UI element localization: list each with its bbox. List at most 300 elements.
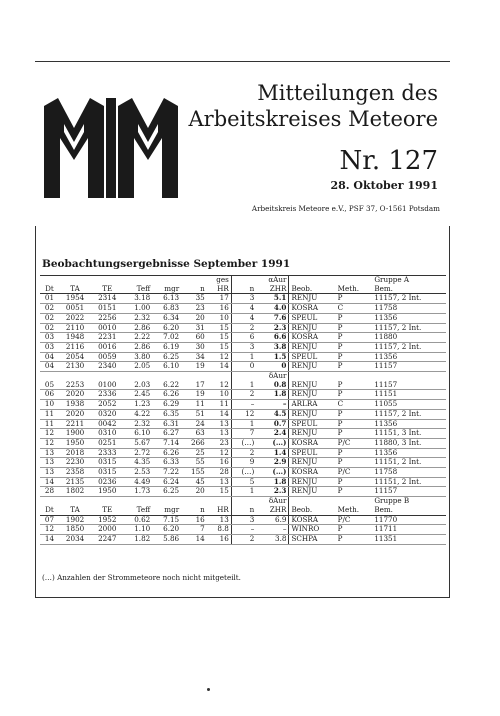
table-cell: 5.86 [152,534,181,544]
table-cell: P [336,323,373,333]
top-rule [35,61,450,62]
table-cell: 0059 [91,352,123,362]
table-cell: 23 [207,438,232,448]
table-cell: 25 [181,448,207,458]
table-cell: n [181,285,207,294]
table-cell: 11151, 3 Int. [372,429,446,439]
table-cell: 13 [207,515,232,525]
table-cell: 2.53 [123,468,152,478]
table-cell: 2020 [59,409,91,419]
table-cell: mgr [152,506,181,515]
table-cell: 2340 [91,362,123,372]
table-cell: 6 [231,333,256,343]
table-cell: 1954 [59,294,91,304]
table-cell: 7 [181,525,207,535]
table-cell: P [336,458,373,468]
table-cell: ges [207,276,232,285]
table-cell: Bem. [372,285,446,294]
table-cell: 11356 [372,448,446,458]
table-cell: HR [207,506,232,515]
table-cell: 20 [181,487,207,497]
table-cell: 2110 [59,323,91,333]
table-cell: 0251 [91,438,123,448]
table-cell: 10 [40,400,59,410]
table-cell: (…) [231,438,256,448]
table-cell: 2.03 [123,381,152,390]
table-cell: 6.35 [152,409,181,419]
table-cell: 6.27 [152,429,181,439]
table-cell: 7.02 [152,333,181,343]
table-cell: (…) [256,438,289,448]
table-cell: 07 [40,515,59,525]
footnote: (…) Anzahlen der Strommeteore noch nicht mitgeteilt. [42,573,241,582]
table-cell: 55 [181,458,207,468]
table-cell: 2 [231,534,256,544]
table-cell: 2.32 [123,419,152,429]
table-cell: 11711 [372,525,446,535]
table-cell: Meth. [336,285,373,294]
table-cell: 31 [181,323,207,333]
table-cell: 05 [40,381,59,390]
table-cell: 12 [207,448,232,458]
masthead-title [180,80,438,132]
table-cell: 6.31 [152,419,181,429]
table-cell: 51 [181,409,207,419]
table-cell: 11356 [372,352,446,362]
table-cell: P/C [336,515,373,525]
table-cell: 0042 [91,419,123,429]
table-cell: 2 [231,448,256,458]
table-cell: 2.86 [123,342,152,352]
table-cell: 12 [207,381,232,390]
table-cell: 15 [207,333,232,343]
table-cell: 13 [207,429,232,439]
table-cell: RENJU [289,477,336,487]
table-cell: P [336,525,373,535]
results-table-container [40,275,446,545]
table-row [40,534,446,544]
table-cell: 11157 [372,362,446,372]
table-cell: RENJU [289,342,336,352]
table-cell: RENJU [289,381,336,390]
table-cell: C [336,400,373,410]
table-cell: KOSRA [289,468,336,478]
table-cell: 6.83 [152,304,181,314]
table-cell: 11 [40,409,59,419]
table-cell: 15 [207,323,232,333]
table-cell: 12 [40,429,59,439]
table-cell: HR [207,285,232,294]
table-cell: 6.25 [152,487,181,497]
issue-date: 28. Oktober 1991 [330,179,438,192]
table-cell: 03 [40,342,59,352]
table-cell: 2336 [91,390,123,400]
table-cell: 0100 [91,381,123,390]
table-cell: 1.5 [256,352,289,362]
table-row [40,429,446,439]
table-cell: 6.26 [152,448,181,458]
table-cell: 12 [207,352,232,362]
table-cell: 0.8 [256,381,289,390]
table-cell: 0.62 [123,515,152,525]
table-cell: P [336,390,373,400]
table-cell: 2314 [91,294,123,304]
table-cell: 8.8 [207,525,232,535]
table-cell: 0010 [91,323,123,333]
table-cell: 1950 [59,438,91,448]
table-cell: KOSRA [289,304,336,314]
table-cell: (…) [256,468,289,478]
table-cell: RENJU [289,390,336,400]
table-cell: 6.25 [152,352,181,362]
table-cell: 12 [40,438,59,448]
table-cell: 04 [40,362,59,372]
table-cell: 7.15 [152,515,181,525]
table-cell: 3 [231,342,256,352]
table-cell: TA [59,285,91,294]
table-cell: 6.10 [123,429,152,439]
table-cell: 02 [40,304,59,314]
table-cell: 3.8 [256,534,289,544]
table-cell: 15 [207,342,232,352]
table-cell: 0320 [91,409,123,419]
table-cell: 2.86 [123,323,152,333]
table-cell: 28 [207,468,232,478]
table-cell: 4 [231,313,256,323]
table-cell: 0315 [91,468,123,478]
table-cell: 11880, 3 Int. [372,438,446,448]
table-cell: 06 [40,390,59,400]
table-cell: 2.3 [256,487,289,497]
table-cell: P [336,448,373,458]
table-cell: 4.22 [123,409,152,419]
table-cell: 6.9 [256,515,289,525]
table-cell: 03 [40,333,59,343]
table-cell: P [336,333,373,343]
table-cell: n [181,506,207,515]
table-cell: 11157 [372,487,446,497]
table-cell: 2.45 [123,390,152,400]
table-row [40,400,446,410]
table-cell: WINRO [289,525,336,535]
table-cell: Beob. [289,506,336,515]
table-cell: KOSRA [289,515,336,525]
table-cell: Beob. [289,285,336,294]
table-cell: 16 [207,534,232,544]
table-cell: 34 [181,352,207,362]
table-cell: RENJU [289,362,336,372]
table-cell: 2 [231,390,256,400]
table-cell: 2.22 [123,333,152,343]
table-cell: 6.22 [152,381,181,390]
table-cell: Meth. [336,506,373,515]
table-cell: TA [59,506,91,515]
table-cell: 0236 [91,477,123,487]
table-cell: TE [91,506,123,515]
table-cell: 1.82 [123,534,152,544]
table-cell: P [336,419,373,429]
table-cell: 14 [207,362,232,372]
table-cell: 4.0 [256,304,289,314]
table-cell: 10 [207,313,232,323]
table-cell: 14 [40,477,59,487]
table-cell: – [231,525,256,535]
table-cell: 6.6 [256,333,289,343]
table-cell: 0315 [91,458,123,468]
table-cell: 1.8 [256,477,289,487]
table-cell: 6.20 [152,323,181,333]
table-cell: P [336,381,373,390]
table-cell: 11770 [372,515,446,525]
table-cell: 1902 [59,515,91,525]
table-cell: SPEUL [289,419,336,429]
table-cell: 14 [181,534,207,544]
table-cell: 1 [231,419,256,429]
table-row [40,438,446,448]
table-cell: 3 [231,515,256,525]
table-row [40,362,446,372]
table-cell: (…) [231,468,256,478]
table-cell: 60 [181,333,207,343]
table-cell: Gruppe A [372,276,446,285]
table-cell: P [336,409,373,419]
table-cell: RENJU [289,323,336,333]
table-cell: 11356 [372,313,446,323]
table-cell: Teff [123,506,152,515]
table-cell: 6.19 [152,342,181,352]
table-cell: 01 [40,294,59,304]
table-cell: 11356 [372,419,446,429]
table-cell: 2116 [59,342,91,352]
table-cell: 6.20 [152,525,181,535]
table-cell: 13 [40,468,59,478]
results-table [40,275,446,545]
table-cell: 0051 [59,304,91,314]
table-cell: 6.26 [152,390,181,400]
table-cell: SPEUL [289,448,336,458]
table-cell: 3.18 [123,294,152,304]
table-cell: SPEUL [289,352,336,362]
table-row [40,342,446,352]
table-cell: 1.8 [256,390,289,400]
table-cell: RENJU [289,294,336,304]
table-cell: 266 [181,438,207,448]
table-cell: 6.34 [152,313,181,323]
table-cell: P [336,362,373,372]
table-cell: 2022 [59,313,91,323]
table-cell: 2052 [91,400,123,410]
table-cell: 7.14 [152,438,181,448]
table-cell: 16 [207,458,232,468]
table-cell: 02 [40,313,59,323]
table-cell: 5 [231,477,256,487]
table-row [40,333,446,343]
table-cell: 2247 [91,534,123,544]
table-cell: 1.73 [123,487,152,497]
table-cell: TE [91,285,123,294]
table-cell: 1938 [59,400,91,410]
table-cell: 12 [40,525,59,535]
table-cell: 1950 [91,487,123,497]
table-cell: 11157, 2 Int. [372,294,446,304]
table-cell: 10 [207,390,232,400]
table-cell: 2.05 [123,362,152,372]
table-cell: 19 [181,390,207,400]
table-cell: 2.4 [256,429,289,439]
table-cell: 11055 [372,400,446,410]
table-cell: 7 [231,429,256,439]
table-cell: 1 [231,487,256,497]
table-cell: 5.67 [123,438,152,448]
table-row [40,468,446,478]
table-cell: 2.9 [256,458,289,468]
table-cell: 1948 [59,333,91,343]
table-cell: 0310 [91,429,123,439]
table-cell: Dt [40,506,59,515]
table-cell: 11758 [372,468,446,478]
table-cell: αAur [256,276,289,285]
table-cell: 2256 [91,313,123,323]
table-cell: RENJU [289,458,336,468]
table-cell: P [336,534,373,544]
table-cell: 45 [181,477,207,487]
table-cell: 4.49 [123,477,152,487]
page-mark [207,688,210,691]
table-cell: 16 [207,304,232,314]
table-cell: 5.1 [256,294,289,304]
table-cell: 1850 [59,525,91,535]
table-cell: 16 [181,515,207,525]
table-cell: 2.32 [123,313,152,323]
table-cell: 3 [231,294,256,304]
table-cell: 1.4 [256,448,289,458]
table-cell: 2.72 [123,448,152,458]
table-cell: 0.7 [256,419,289,429]
table-cell: 2.3 [256,323,289,333]
table-cell: Gruppe B [372,497,446,506]
table-cell: 0151 [91,304,123,314]
table-cell: 11351 [372,534,446,544]
table-cell: P [336,294,373,304]
table-cell: 11 [207,400,232,410]
table-cell: 6.24 [152,477,181,487]
table-cell: 13 [207,477,232,487]
table-cell: 1.23 [123,400,152,410]
table-cell: ZHR [256,506,289,515]
table-cell: 4.5 [256,409,289,419]
table-cell: n [231,285,256,294]
table-cell: n [231,506,256,515]
table-cell: KOSRA [289,438,336,448]
amm-logo-icon [44,98,178,198]
table-cell: 0 [256,362,289,372]
table-cell: P [336,429,373,439]
table-cell: ARLRA [289,400,336,410]
table-cell: 24 [181,419,207,429]
table-cell: 7.22 [152,468,181,478]
table-cell: 1900 [59,429,91,439]
table-cell: 11157 [372,381,446,390]
table-cell: Teff [123,285,152,294]
table-cell: – [231,400,256,410]
table-cell: 1.10 [123,525,152,535]
table-cell: 11151, 2 Int. [372,458,446,468]
table-cell: Dt [40,285,59,294]
table-cell: 1.00 [123,304,152,314]
table-cell: 2333 [91,448,123,458]
table-cell: 13 [40,458,59,468]
table-cell: 17 [181,381,207,390]
table-cell: 2054 [59,352,91,362]
table-cell: 2230 [59,458,91,468]
table-cell: SCHPA [289,534,336,544]
table-cell: 11880 [372,333,446,343]
title-line-1: Mitteilungen des [257,81,438,105]
table-cell: 1802 [59,487,91,497]
table-header [40,506,446,515]
table-cell: 1 [231,381,256,390]
table-row [40,304,446,314]
table-cell: 6.13 [152,294,181,304]
table-cell: 2034 [59,534,91,544]
table-cell: 2211 [59,419,91,429]
table-cell: 20 [181,313,207,323]
table-cell: 3.80 [123,352,152,362]
table-cell: 13 [40,448,59,458]
table-cell: 02 [40,323,59,333]
table-cell: – [256,525,289,535]
table-cell: 2020 [59,390,91,400]
table-cell: 6.10 [152,362,181,372]
table-cell: 17 [207,294,232,304]
table-cell: 4 [231,304,256,314]
table-cell: 19 [181,362,207,372]
table-cell: 63 [181,429,207,439]
table-cell: 1952 [91,515,123,525]
table-cell: Bem. [372,506,446,515]
table-cell: 15 [207,487,232,497]
table-row [40,409,446,419]
table-cell: 1 [231,352,256,362]
table-cell: P [336,352,373,362]
table-cell: mgr [152,285,181,294]
table-cell: P [336,313,373,323]
table-cell: – [256,400,289,410]
table-cell: 14 [40,534,59,544]
table-cell: 2130 [59,362,91,372]
table-cell: 2253 [59,381,91,390]
table-cell: P [336,342,373,352]
table-cell: 6.29 [152,400,181,410]
issue-number: Nr. 127 [339,146,438,176]
table-cell: 2231 [91,333,123,343]
table-cell: 2135 [59,477,91,487]
table-cell: KOSRA [289,333,336,343]
table-cell: 11157, 2 Int. [372,323,446,333]
section-title: Beobachtungsergebnisse September 1991 [42,258,291,270]
table-cell: 12 [231,409,256,419]
table-cell: P/C [336,438,373,448]
table-cell: SPEUL [289,313,336,323]
table-cell: 7.6 [256,313,289,323]
table-cell: 04 [40,352,59,362]
table-cell: 23 [181,304,207,314]
table-cell: 11157, 2 Int. [372,342,446,352]
table-cell: 30 [181,342,207,352]
table-cell: 2 [231,323,256,333]
table-cell: P/C [336,468,373,478]
table-cell: 11151 [372,390,446,400]
